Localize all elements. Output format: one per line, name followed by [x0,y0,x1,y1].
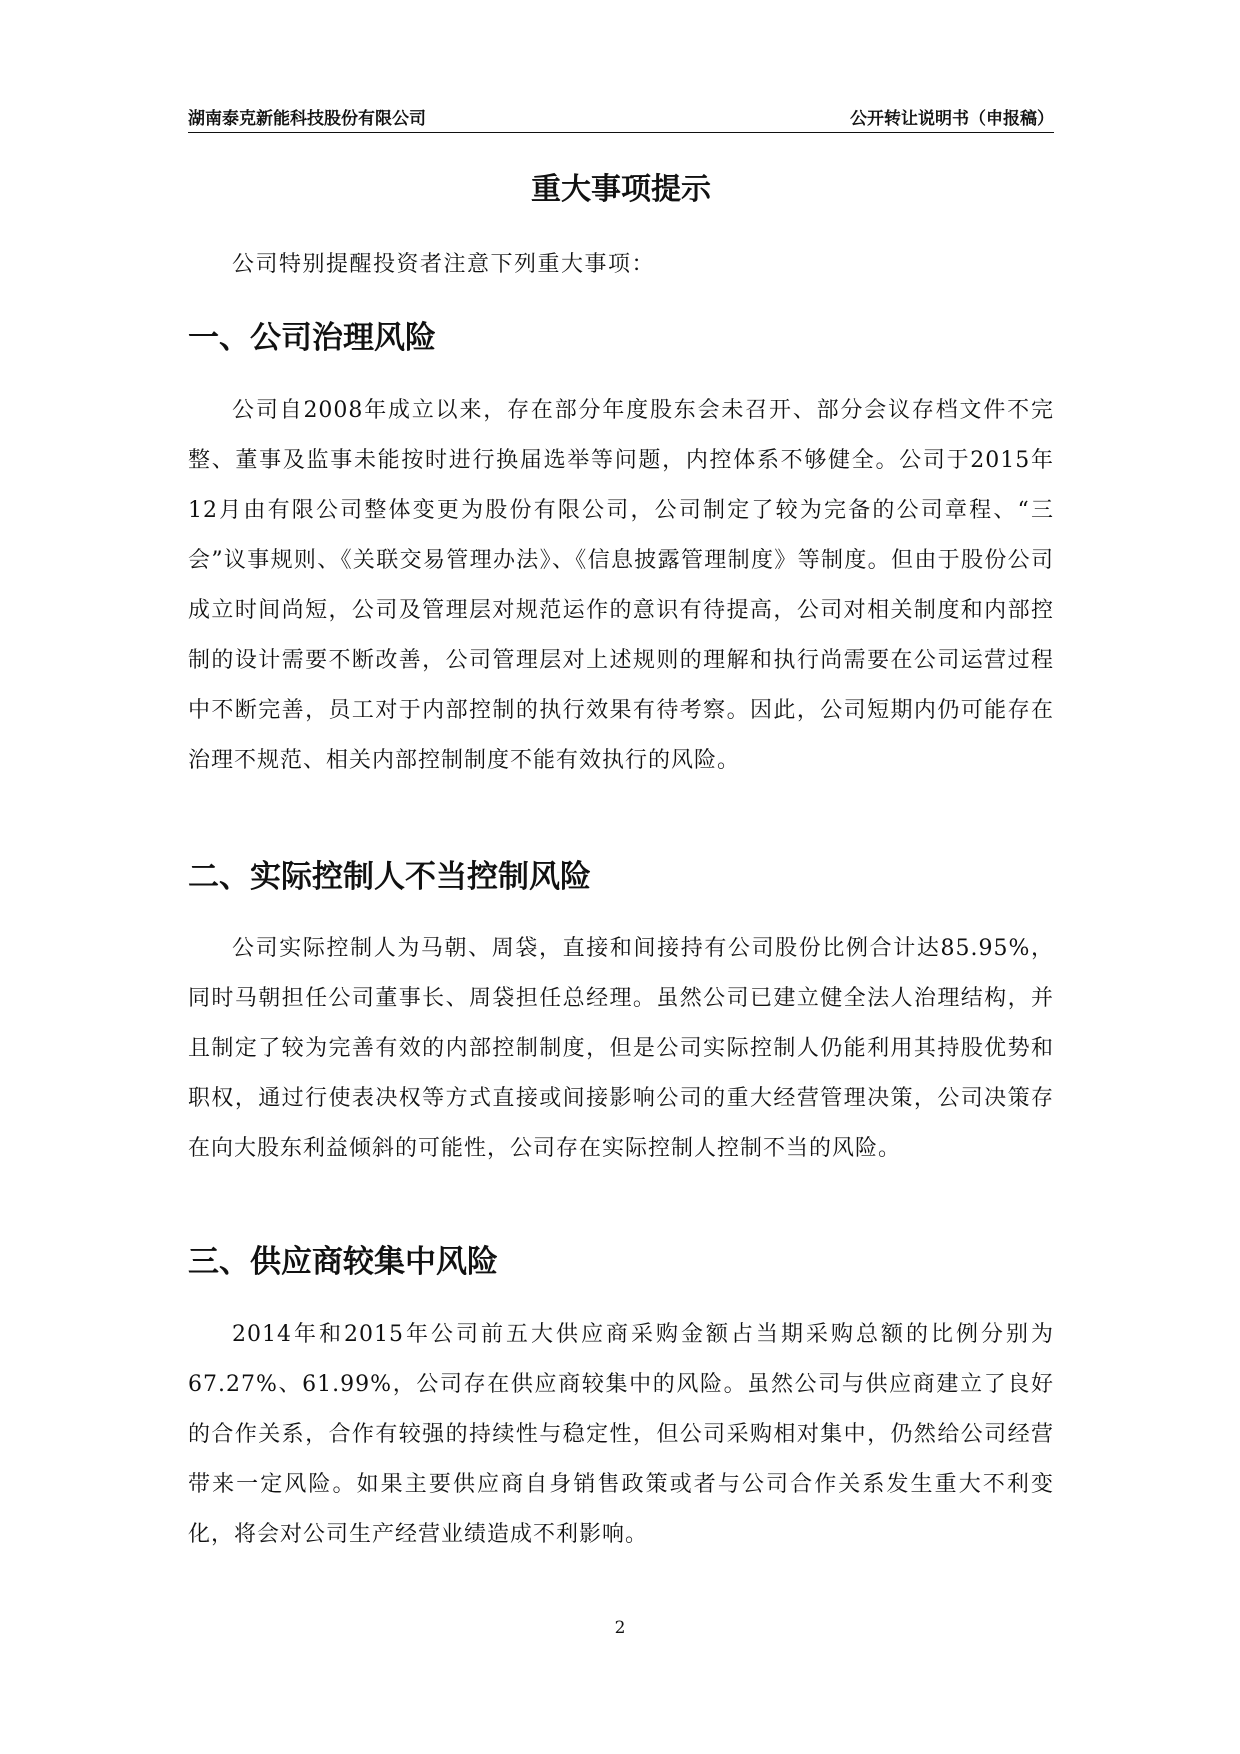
header-document-type: 公开转让说明书（申报稿） [850,109,1054,129]
intro-paragraph: 公司特别提醒投资者注意下列重大事项： [232,252,656,277]
section-heading-controller-risk: 二、实际控制人不当控制风险 [188,859,591,895]
section-heading-supplier-risk: 三、供应商较集中风险 [188,1244,498,1280]
page-title: 重大事项提示 [531,172,711,207]
section-body-supplier-risk: 2014年和2015年公司前五大供应商采购金额占当期采购总额的比例分别为67.27%、61.99%，公司存在供应商较集中的风险。虽然公司与供应商建立了良好的合作关系，合作有较强的持续性与稳定性，但公司采购相对集中，仍然给公司经营带来一定风险。如果主要供应商自身销售政策或者与公司合作关系发生重大不利变化，将会对公司生产经营业绩造成不利影响。 [188,1322,1054,1547]
header-company-name: 湖南泰克新能科技股份有限公司 [188,109,426,129]
page-number: 2 [614,1618,626,1638]
page-header [188,100,1054,133]
section-body-controller-risk: 公司实际控制人为马朝、周袋，直接和间接持有公司股份比例合计达85.95%，同时马朝担任公司董事长、周袋担任总经理。虽然公司已建立健全法人治理结构，并且制定了较为完善有效的内部控制制度，但是公司实际控制人仍能利用其持股优势和职权，通过行使表决权等方式直接或间接影响公司的重大经营管理决策，公司决策存在向大股东利益倾斜的可能性，公司存在实际控制人控制不当的风险。 [188,936,1054,1161]
section-body-governance-risk: 公司自2008年成立以来，存在部分年度股东会未召开、部分会议存档文件不完整、董事及监事未能按时进行换届选举等问题，内控体系不够健全。公司于2015年12月由有限公司整体变更为股份有限公司，公司制定了较为完备的公司章程、“三会”议事规则、《关联交易管理办法》、《信息披露管理制度》等制度。但由于股份公司成立时间尚短，公司及管理层对规范运作的意识有待提高，公司对相关制度和内部控制的设计需要不断改善，公司管理层对上述规则的理解和执行尚需要在公司运营过程中不断完善，员工对于内部控制的执行效果有待考察。因此，公司短期内仍可能存在治理不规范、相关内部控制制度不能有效执行的风险。 [188,398,1054,773]
section-heading-governance-risk: 一、公司治理风险 [188,320,436,356]
